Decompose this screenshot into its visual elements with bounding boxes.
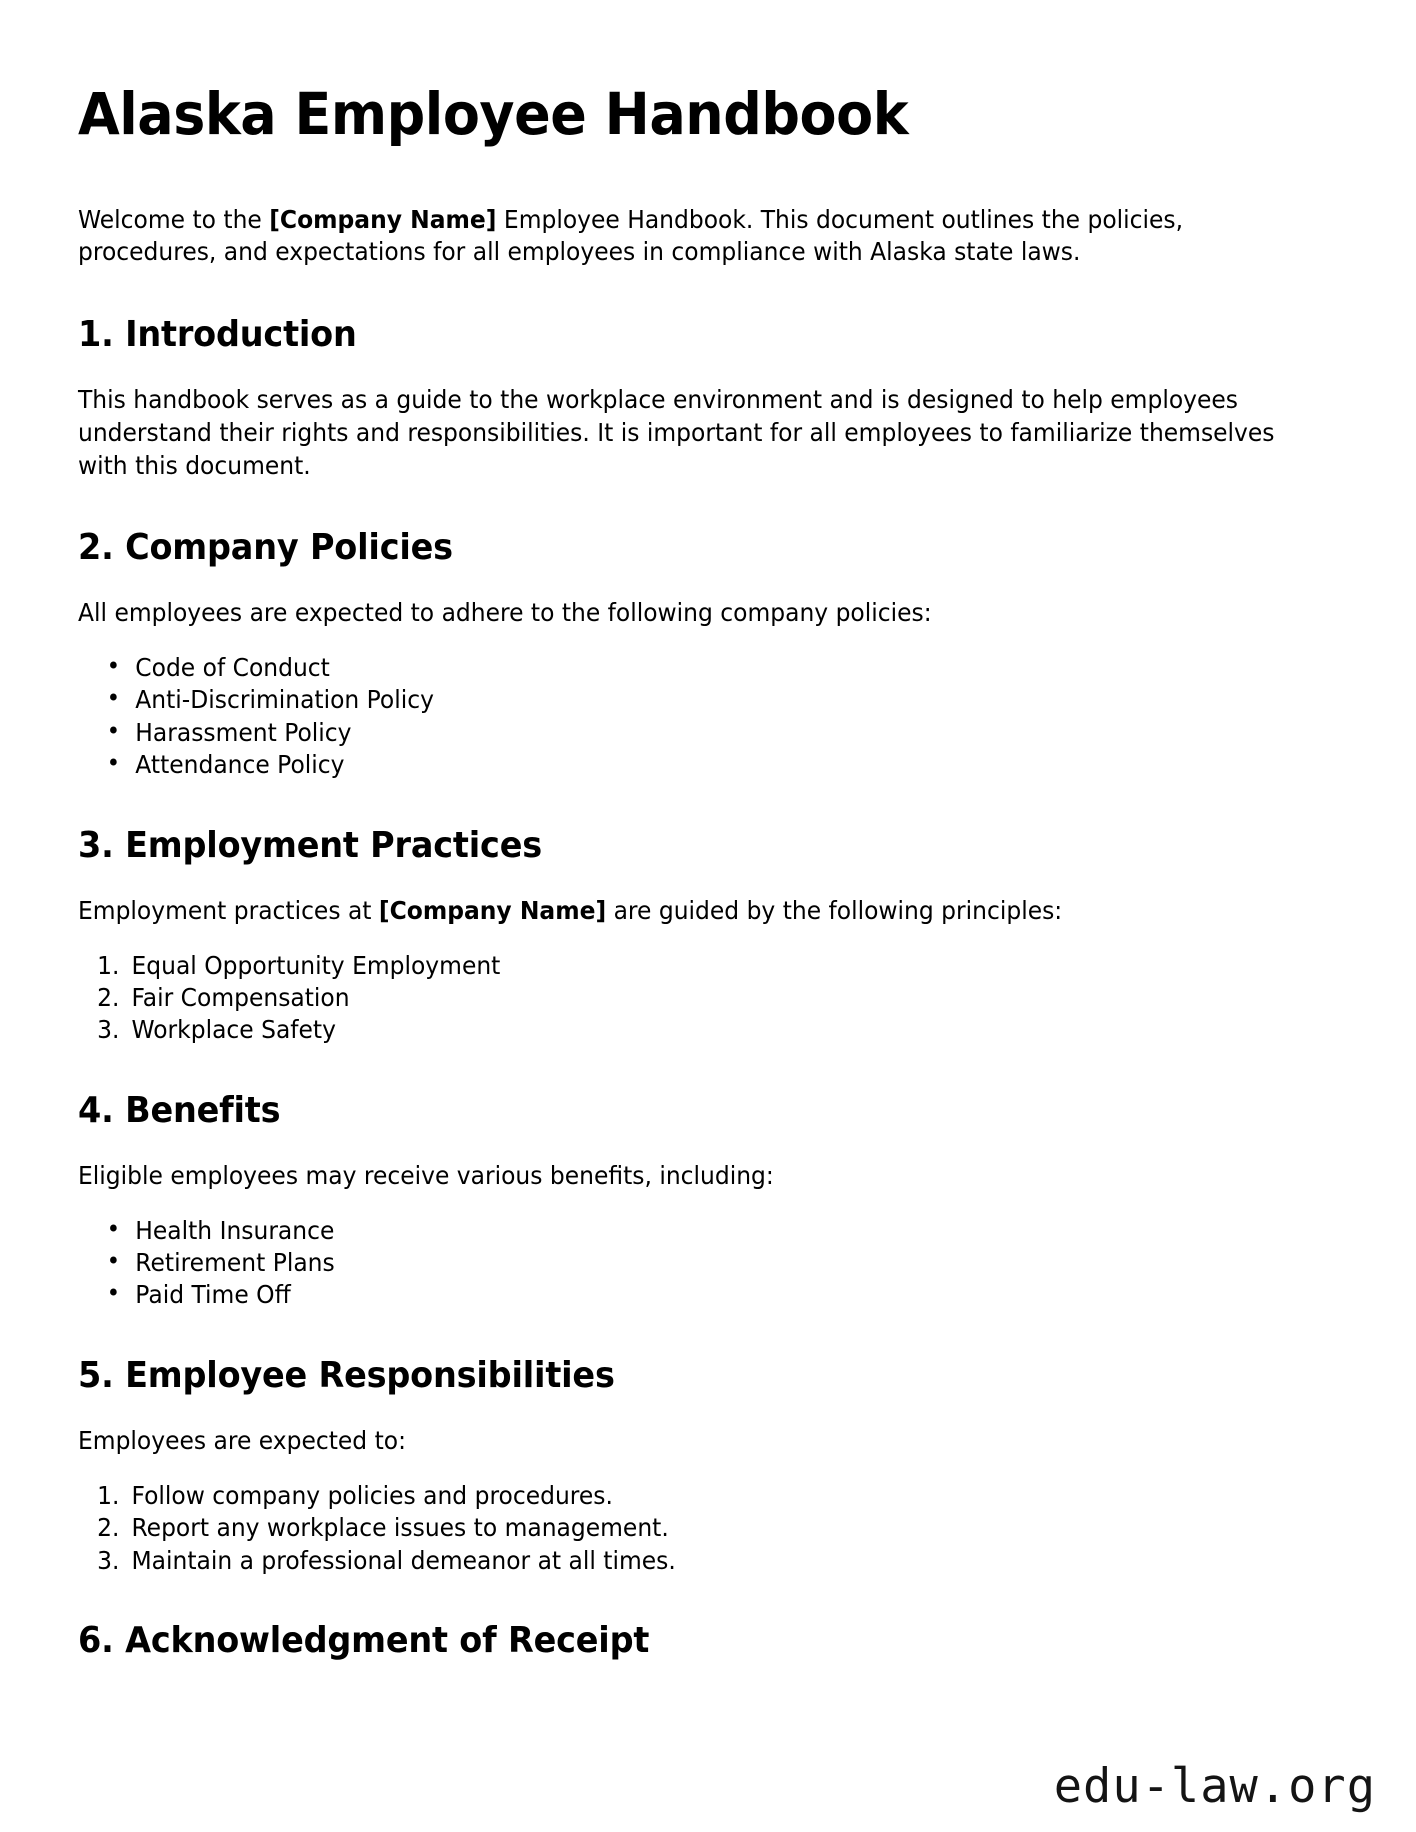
section-heading-benefits: 4. Benefits — [78, 1089, 281, 1131]
list-item: • Harassment Policy — [78, 719, 1262, 747]
list-item: Report any workplace issues to management. — [131, 1513, 669, 1543]
section-heading-introduction: 1. Introduction — [78, 314, 357, 356]
section-company-policies — [78, 528, 1318, 780]
section-employment-practices — [78, 826, 1318, 1045]
list-item: • Health Insurance — [78, 1217, 1262, 1245]
list-item: • Paid Time Off — [78, 1281, 1262, 1309]
section-heading-acknowledgment-of-receipt: 6. Acknowledgment of Receipt — [78, 1619, 650, 1661]
benefits-list — [78, 1217, 1318, 1310]
list-item: Maintain a professional demeanor at all times. — [131, 1545, 676, 1575]
site-watermark: edu-law.org — [1053, 1759, 1376, 1814]
section-benefits — [78, 1091, 1318, 1310]
employment-text-after: are guided by the following principles: — [606, 895, 1063, 925]
section-paragraph-employee-responsibilities: Employees are expected to: — [78, 1426, 406, 1456]
list-item: Workplace Safety — [131, 1015, 336, 1045]
section-introduction — [78, 315, 1318, 482]
section-paragraph-benefits: Eligible employees may receive various benefits, including: — [78, 1161, 774, 1191]
page-title: Alaska Employee Handbook — [78, 80, 909, 148]
employment-text-before: Employment practices at — [78, 895, 379, 925]
list-item: Fair Compensation — [131, 982, 350, 1012]
intro-text-before: Welcome to the — [78, 204, 270, 234]
employee-responsibilities-list — [78, 1482, 1318, 1575]
intro-company-name: [Company Name] — [269, 204, 497, 234]
intro-paragraph — [78, 204, 1191, 269]
list-item: • Retirement Plans — [78, 1249, 1262, 1277]
section-employee-responsibilities — [78, 1356, 1318, 1575]
section-heading-employee-responsibilities: 5. Employee Responsibilities — [78, 1354, 615, 1396]
list-item: Equal Opportunity Employment — [131, 950, 501, 980]
list-item: Follow company policies and procedures. — [131, 1480, 613, 1510]
section-acknowledgment-of-receipt — [78, 1621, 1318, 1661]
employment-principles-list — [78, 952, 1318, 1045]
list-item: • Attendance Policy — [78, 751, 1262, 779]
section-heading-employment-practices: 3. Employment Practices — [78, 824, 542, 866]
document-content — [78, 80, 1318, 1661]
section-paragraph-employment-practices — [78, 895, 1315, 928]
section-heading-company-policies: 2. Company Policies — [78, 527, 453, 569]
list-item: • Anti-Discrimination Policy — [78, 686, 1262, 714]
section-paragraph-company-policies: All employees are expected to adhere to the following company policies: — [78, 598, 932, 628]
company-policies-list — [78, 654, 1318, 780]
employment-company-name: [Company Name] — [378, 895, 607, 925]
intro-text-after: Employee Handbook. This document outlines the policies, procedures, and expectations for all employees in compliance with Alaska state laws. — [78, 204, 1184, 267]
section-paragraph-introduction: This handbook serves as a guide to the workplace environment and is designed to help employees understand their rights and responsibilities. It is important for all employees to familiarize themselves with this document. — [78, 385, 1275, 480]
list-item: • Code of Conduct — [78, 654, 1262, 682]
